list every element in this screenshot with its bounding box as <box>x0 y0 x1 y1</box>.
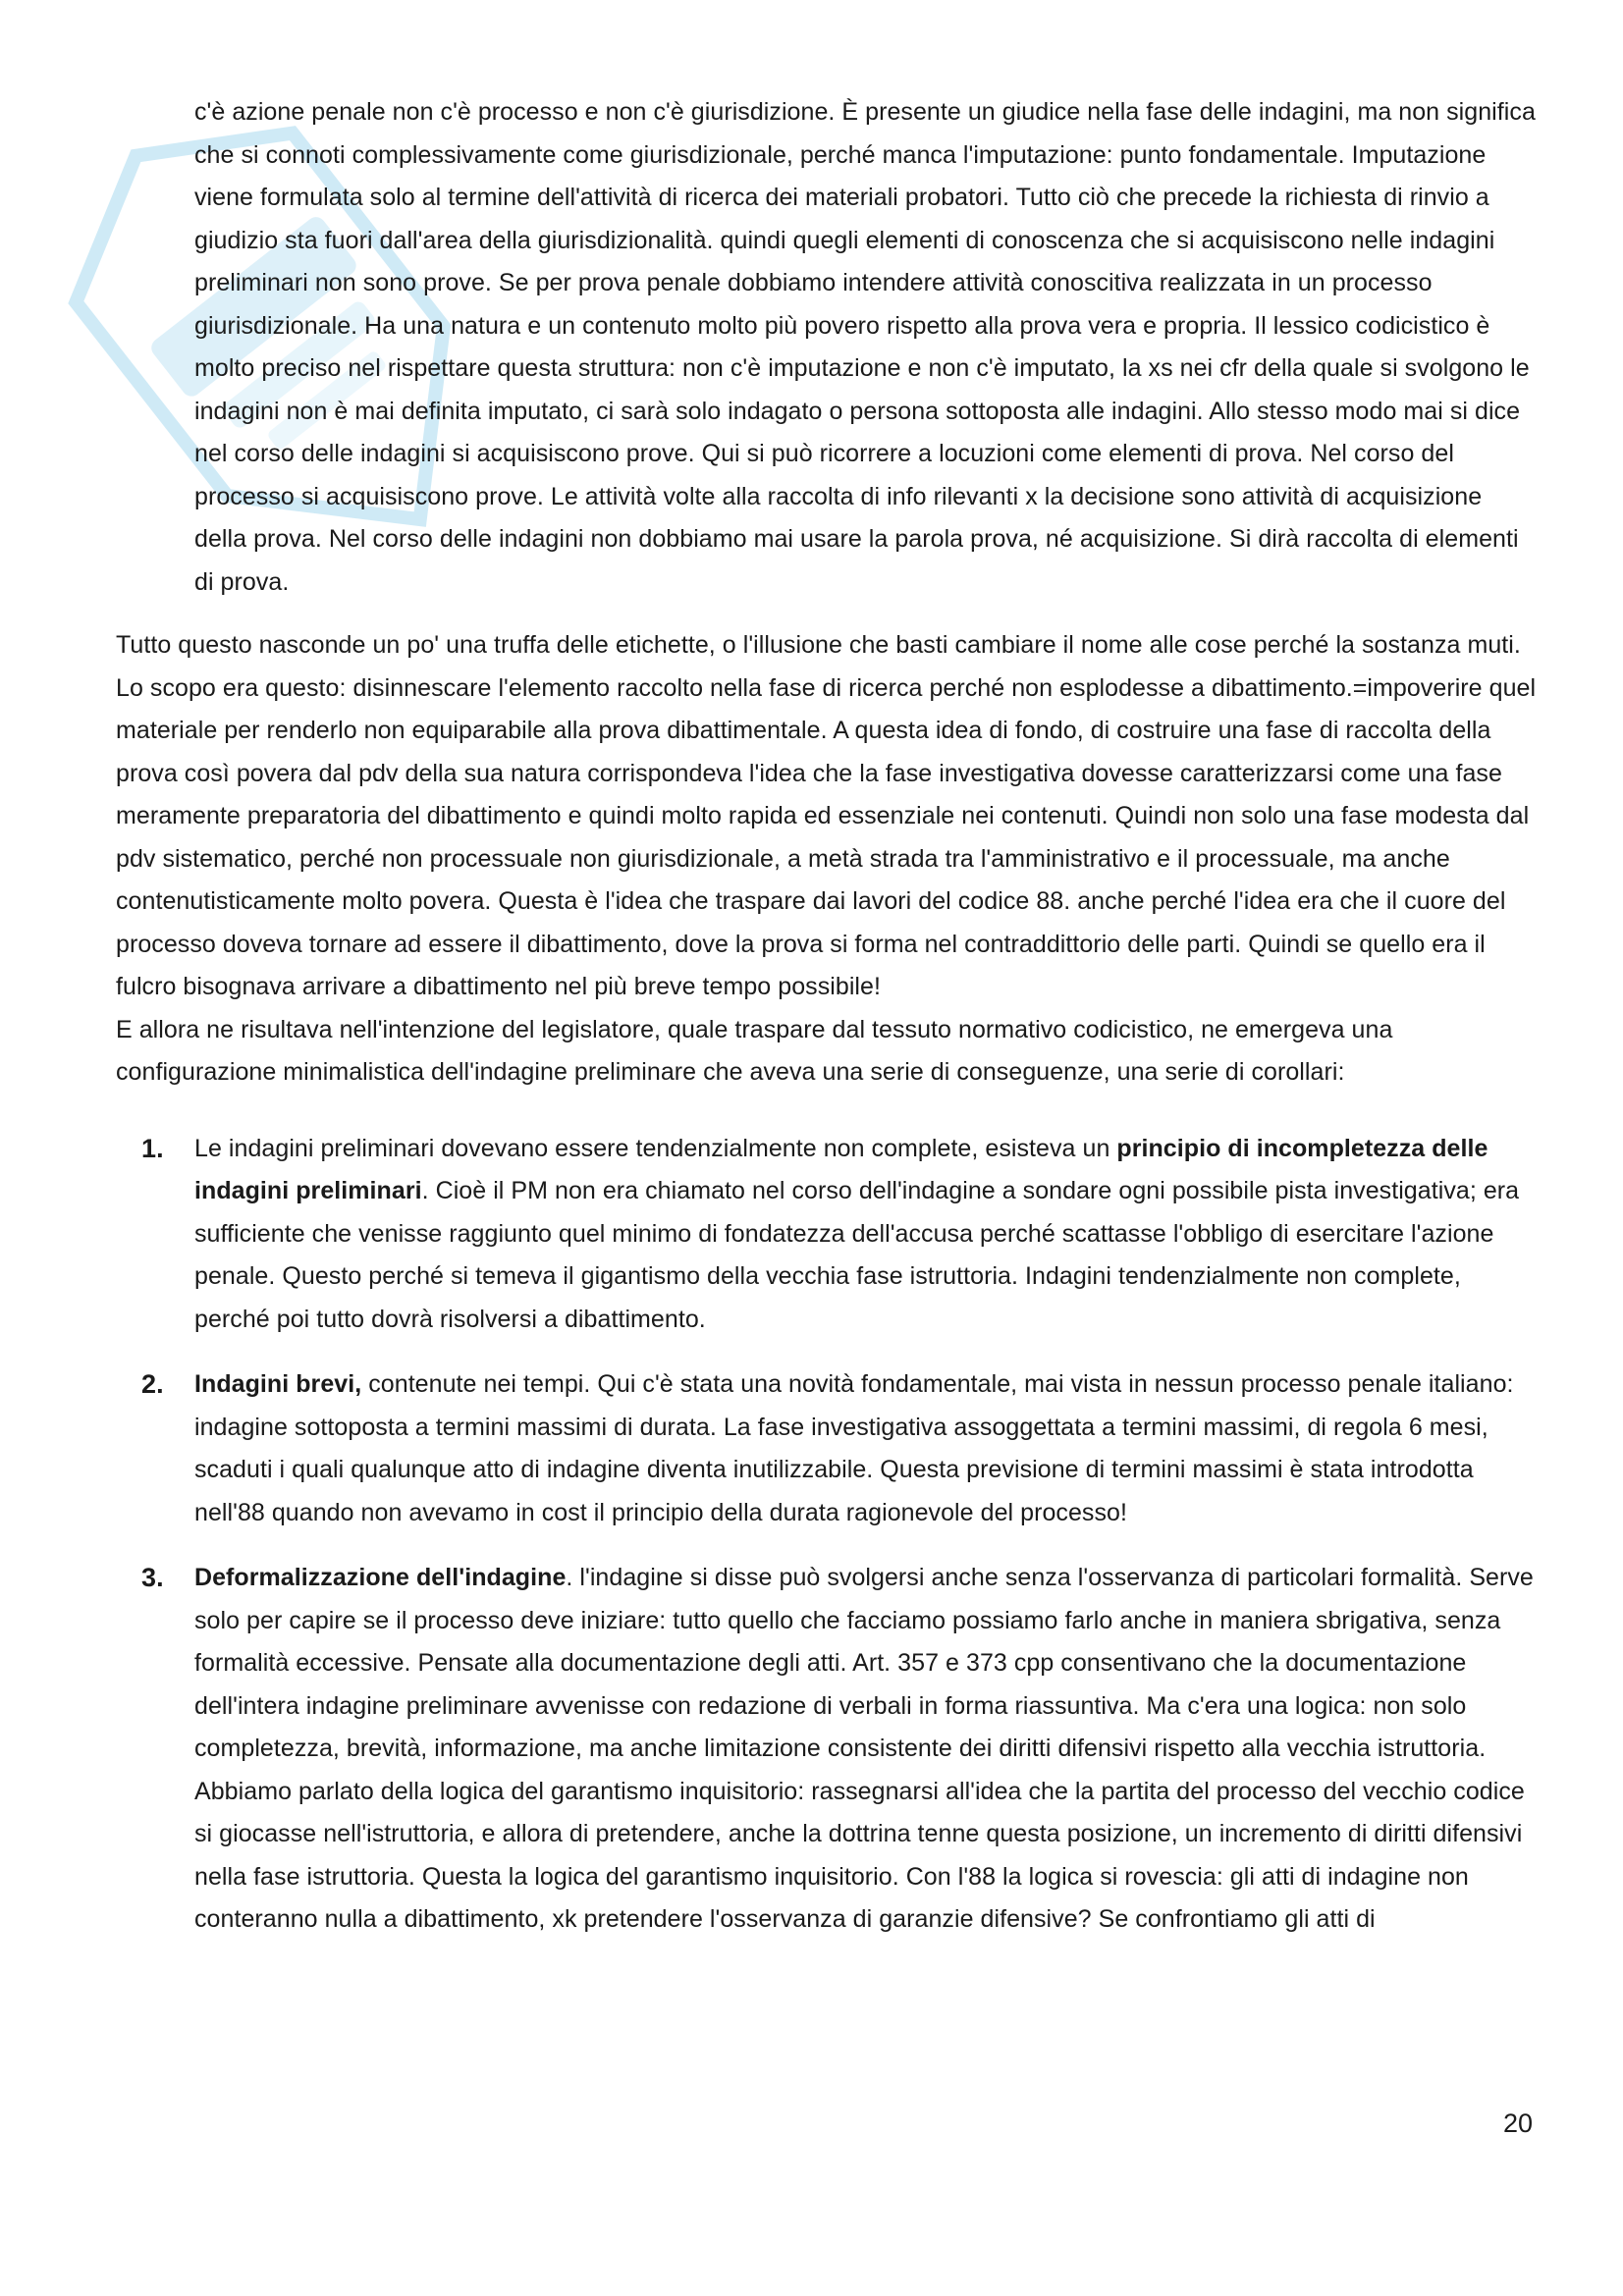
list-item-text: contenute nei tempi. Qui c'è stata una novità fondamentale, mai vista in nessun processo penale italiano: indagine sottoposta a termini massimi di durata. La fase investigativa assoggettata a termini massimi, di regola 6 mesi, scaduti i quali qualunque atto di indagine diventa inutilizzabile. Questa previsione di termini massimi è stata introdotta nell'88 quando non avevamo in cost il principio della durata ragionevole del processo! <box>194 1370 1514 1526</box>
list-item-text: . Cioè il PM non era chiamato nel corso dell'indagine a sondare ogni possibile pista investigativa; era sufficiente che venisse raggiunto quel minimo di fondatezza dell'accusa perché scattasse l'obbligo di esercitare l'azione penale. Questo perché si temeva il gigantismo della vecchia fase istruttoria. Indagini tendenzialmente non complete, perché poi tutto dovrà risolversi a dibattimento. <box>194 1177 1520 1333</box>
intro-paragraph: c'è azione penale non c'è processo e non c'è giurisdizione. È presente un giudice nella fase delle indagini, ma non significa che si connoti complessivamente come giurisdizionale, perché manca l'imputazione: punto fondamentale. Imputazione viene formulata solo al termine dell'attività di ricerca dei materiali probatori. Tutto ciò che precede la richiesta di rinvio a giudizio sta fuori dall'area della giurisdizionalità. quindi quegli elementi di conoscenza che si acquisiscono nelle indagini preliminari non sono prove. Se per prova penale dobbiamo intendere attività conoscitiva realizzata in un processo giurisdizionale. Ha una natura e un contenuto molto più povero rispetto alla prova vera e propria. Il lessico codicistico è molto preciso nel rispettare questa struttura: non c'è imputazione e non c'è imputato, la xs nei cfr della quale si svolgono le indagini non è mai definita imputato, ci sarà solo indagato o persona sottoposta alle indagini. Allo stesso modo mai si dice nel corso delle indagini si acquisiscono prove. Qui si può ricorrere a locuzioni come elementi di prova. Nel corso del processo si acquisiscono prove. Le attività volte alla raccolta di info rilevanti x la decisione sono attività di acquisizione della prova. Nel corso delle indagini non dobbiamo mai usare la parola prova, né acquisizione. Si dirà raccolta di elementi di prova. <box>194 98 1536 596</box>
list-number: 2. <box>141 1369 164 1399</box>
body-paragraph: Tutto questo nasconde un po' una truffa delle etichette, o l'illusione che basti cambiare il nome alle cose perché la sostanza muti. Lo scopo era questo: disinnescare l'elemento raccolto nella fase di ricerca perché non esplodesse a dibattimento.=impoverire quel materiale per renderlo non equiparabile alla prova dibattimentale. A questa idea di fondo, di costruire una fase di raccolta della prova così povera dal pdv della sua natura corrispondeva l'idea che la fase investigativa dovesse caratterizzarsi come una fase meramente preparatoria del dibattimento e quindi molto rapida ed essenziale nei contenuti. Quindi non solo una fase modesta dal pdv sistematico, perché non processuale non giurisdizionale, a metà strada tra l'amministrativo e il processuale, ma anche contenutisticamente molto povera. Questa è l'idea che traspare dai lavori del codice 88. anche perché l'idea era che il cuore del processo doveva tornare ad essere il dibattimento, dove la prova si forma nel contraddittorio delle parti. Quindi se quello era il fulcro bisognava arrivare a dibattimento nel più breve tempo possibile! <box>116 631 1537 1000</box>
list-item-lead: Le indagini preliminari dovevano essere tendenzialmente non complete, esisteva un <box>194 1134 1117 1162</box>
page-number: 20 <box>1502 2109 1533 2138</box>
list-item <box>116 1128 1540 1342</box>
corollary-list <box>116 1128 1540 1942</box>
list-number: 1. <box>141 1133 164 1163</box>
list-item-bold: Indagini brevi, <box>194 1370 362 1398</box>
list-item-bold: Deformalizzazione dell'indagine <box>194 1564 567 1591</box>
page-content <box>116 91 1540 1964</box>
list-item <box>116 1557 1540 1942</box>
body-paragraph: E allora ne risultava nell'intenzione del legislatore, quale traspare dal tessuto normativo codicistico, ne emergeva una configurazione minimalistica dell'indagine preliminare che aveva una serie di conseguenze, una serie di corollari: <box>116 1015 1393 1086</box>
list-item <box>116 1363 1540 1534</box>
list-item-bold: principio di incompletezza delle indagini preliminari <box>194 1134 1488 1204</box>
list-number: 3. <box>141 1563 164 1592</box>
list-item-text: . l'indagine si disse può svolgersi anche senza l'osservanza di particolari formalità. Serve solo per capire se il processo deve iniziare: tutto quello che facciamo possiamo farlo anche in maniera sbrigativa, senza formalità eccessive. Pensate alla documentazione degli atti. Art. 357 e 373 cpp consentivano che la documentazione dell'intera indagine preliminare avvenisse con redazione di verbali in forma riassuntiva. Ma c'era una logica: non solo completezza, brevità, informazione, ma anche limitazione consistente dei diritti difensivi rispetto alla vecchia istruttoria. Abbiamo parlato della logica del garantismo inquisitorio: rassegnarsi all'idea che la partita del processo del vecchio codice si giocasse nell'istruttoria, e allora di pretendere, anche la dottrina tenne questa posizione, un incremento di diritti difensivi nella fase istruttoria. Questa la logica del garantismo inquisitorio. Con l'88 la logica si rovescia: gli atti di indagine non conteranno nulla a dibattimento, xk pretendere l'osservanza di garanzie difensive? Se confrontiamo gli atti di <box>194 1564 1534 1933</box>
